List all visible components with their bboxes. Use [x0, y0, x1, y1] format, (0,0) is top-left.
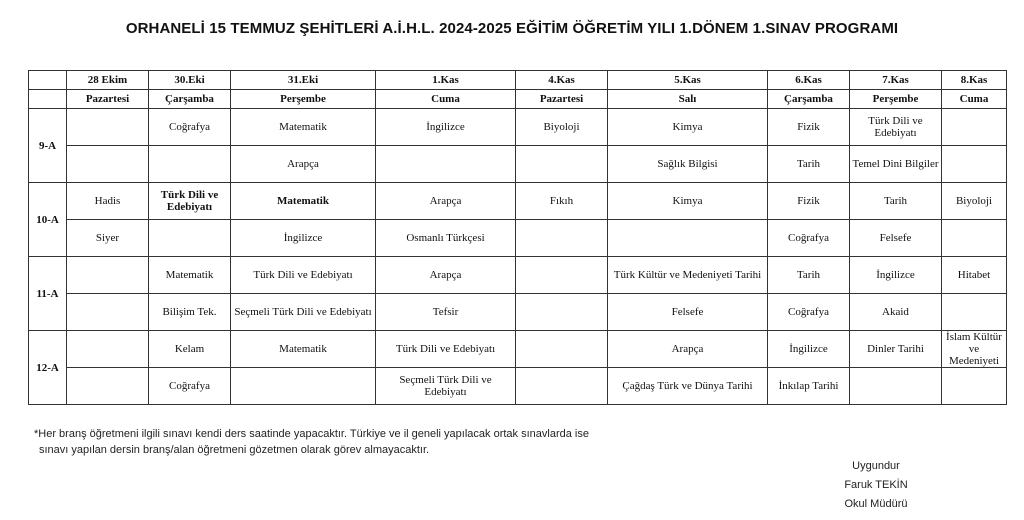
day-cell: Cuma [376, 90, 516, 109]
exam-cell: Matematik [149, 257, 231, 294]
exam-cell: İngilizce [850, 257, 942, 294]
exam-cell [516, 368, 608, 405]
class-row [29, 257, 1007, 294]
date-cell: 7.Kas [850, 71, 942, 90]
class-name-cell: 10-A [29, 183, 67, 257]
exam-cell: Çağdaş Türk ve Dünya Tarihi [608, 368, 768, 405]
header-row-days [29, 90, 1007, 109]
exam-cell [516, 294, 608, 331]
exam-cell [67, 257, 149, 294]
exam-cell: Hadis [67, 183, 149, 220]
class-row [29, 294, 1007, 331]
signature-name: Faruk TEKİN [844, 479, 908, 491]
date-cell: 1.Kas [376, 71, 516, 90]
exam-cell: Kimya [608, 109, 768, 146]
exam-cell: Arapça [231, 146, 376, 183]
exam-cell: Temel Dini Bilgiler [850, 146, 942, 183]
date-cell: 4.Kas [516, 71, 608, 90]
day-cell: Perşembe [231, 90, 376, 109]
day-cell: Pazartesi [516, 90, 608, 109]
exam-cell: İngilizce [376, 109, 516, 146]
exam-cell: Türk Dili ve Edebiyatı [149, 183, 231, 220]
signature-block [826, 457, 926, 514]
exam-cell: Akaid [850, 294, 942, 331]
exam-cell: Felsefe [608, 294, 768, 331]
class-row [29, 146, 1007, 183]
class-row [29, 331, 1007, 368]
date-cell: 28 Ekim [67, 71, 149, 90]
exam-cell: İngilizce [231, 220, 376, 257]
exam-cell: Türk Dili ve Edebiyatı [231, 257, 376, 294]
exam-cell: Fıkıh [516, 183, 608, 220]
signature-approval: Uygundur [852, 460, 900, 472]
class-row [29, 109, 1007, 146]
exam-cell: Bilişim Tek. [149, 294, 231, 331]
exam-cell [942, 220, 1007, 257]
exam-cell: Arapça [376, 183, 516, 220]
day-cell: Perşembe [850, 90, 942, 109]
exam-cell: Biyoloji [942, 183, 1007, 220]
date-cell: 8.Kas [942, 71, 1007, 90]
exam-cell [231, 368, 376, 405]
exam-cell: Matematik [231, 331, 376, 368]
class-name-cell: 11-A [29, 257, 67, 331]
exam-cell: Coğrafya [149, 109, 231, 146]
footnote-line-1: *Her branş öğretmeni ilgili sınavı kendi ders saatinde yapacaktır. Türkiye ve il geneli yapılacak ortak sınavlarda ise [34, 428, 589, 440]
exam-cell: Seçmeli Türk Dili ve Edebiyatı [376, 368, 516, 405]
header-row-dates [29, 71, 1007, 90]
exam-cell: Matematik [231, 109, 376, 146]
exam-cell [608, 220, 768, 257]
exam-cell: Fizik [768, 183, 850, 220]
exam-cell: Coğrafya [768, 220, 850, 257]
day-cell: Çarşamba [149, 90, 231, 109]
exam-cell [67, 331, 149, 368]
exam-cell: Türk Dili ve Edebiyatı [376, 331, 516, 368]
exam-cell: Dinler Tarihi [850, 331, 942, 368]
exam-cell: İnkılap Tarihi [768, 368, 850, 405]
exam-cell [67, 294, 149, 331]
date-cell: 31.Eki [231, 71, 376, 90]
exam-schedule-table [28, 70, 1007, 405]
exam-cell [942, 109, 1007, 146]
exam-cell [516, 146, 608, 183]
exam-cell: Arapça [376, 257, 516, 294]
exam-cell: Hitabet [942, 257, 1007, 294]
date-cell: 5.Kas [608, 71, 768, 90]
exam-cell: Arapça [608, 331, 768, 368]
header-corner [29, 71, 67, 90]
footnote-line-2: sınavı yapılan dersin branş/alan öğretmeni gözetmen olarak görev almayacaktır. [39, 444, 430, 456]
exam-cell [942, 368, 1007, 405]
exam-cell: Coğrafya [768, 294, 850, 331]
exam-cell: Biyoloji [516, 109, 608, 146]
exam-cell [376, 146, 516, 183]
exam-cell: Tarih [768, 257, 850, 294]
exam-cell: Coğrafya [149, 368, 231, 405]
exam-cell: Sağlık Bilgisi [608, 146, 768, 183]
exam-cell: Tarih [850, 183, 942, 220]
class-name-cell: 12-A [29, 331, 67, 405]
class-row [29, 183, 1007, 220]
date-cell: 6.Kas [768, 71, 850, 90]
day-cell: Pazartesi [67, 90, 149, 109]
signature-role: Okul Müdürü [844, 498, 908, 510]
day-cell: Çarşamba [768, 90, 850, 109]
exam-cell [942, 146, 1007, 183]
day-cell: Salı [608, 90, 768, 109]
exam-cell: Matematik [231, 183, 376, 220]
day-cell: Cuma [942, 90, 1007, 109]
exam-cell: İslam Kültür ve Medeniyeti [942, 331, 1007, 368]
exam-cell [516, 220, 608, 257]
exam-cell [67, 146, 149, 183]
page-title: ORHANELİ 15 TEMMUZ ŞEHİTLERİ A.İ.H.L. 2024-2025 EĞİTİM ÖĞRETİM YILI 1.DÖNEM 1.SINAV PROGRAMI [125, 20, 899, 37]
class-name-cell: 9-A [29, 109, 67, 183]
exam-cell: Fizik [768, 109, 850, 146]
class-row [29, 220, 1007, 257]
exam-cell [149, 146, 231, 183]
header-corner [29, 90, 67, 109]
exam-cell: Türk Kültür ve Medeniyeti Tarihi [608, 257, 768, 294]
exam-cell [516, 331, 608, 368]
footnote [34, 426, 589, 458]
exam-cell: Kelam [149, 331, 231, 368]
exam-cell [67, 109, 149, 146]
exam-cell: Kimya [608, 183, 768, 220]
exam-cell [516, 257, 608, 294]
exam-cell: Siyer [67, 220, 149, 257]
exam-cell [850, 368, 942, 405]
exam-cell: Osmanlı Türkçesi [376, 220, 516, 257]
date-cell: 30.Eki [149, 71, 231, 90]
exam-cell [942, 294, 1007, 331]
class-row [29, 368, 1007, 405]
exam-cell: Felsefe [850, 220, 942, 257]
exam-cell [67, 368, 149, 405]
exam-cell: Tefsir [376, 294, 516, 331]
exam-cell: Seçmeli Türk Dili ve Edebiyatı [231, 294, 376, 331]
exam-cell: İngilizce [768, 331, 850, 368]
exam-cell [149, 220, 231, 257]
exam-cell: Türk Dili ve Edebiyatı [850, 109, 942, 146]
exam-cell: Tarih [768, 146, 850, 183]
